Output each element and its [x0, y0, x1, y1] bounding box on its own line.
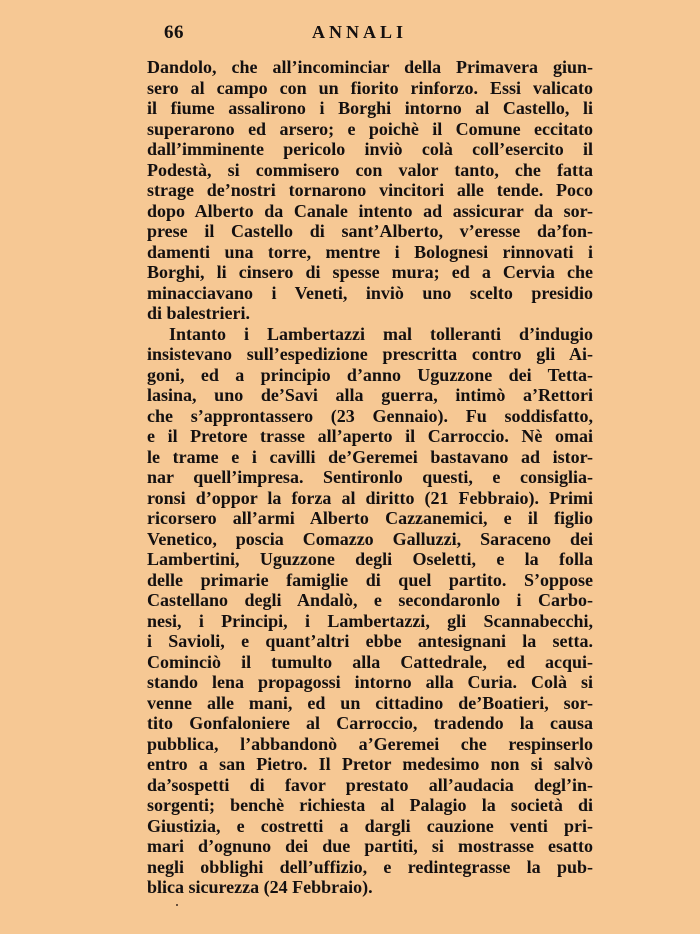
text-line: Lambertini, Uguzzone degli Oseletti, e la folla [147, 549, 593, 569]
text-line: i Savioli, e quant’altri ebbe antesignani la setta. [147, 631, 593, 651]
text-line: blica sicurezza (24 Febbraio). [147, 877, 373, 897]
text-line: entro a san Pietro. Il Pretor medesimo non si salvò [147, 754, 593, 774]
text-line: minacciavano i Veneti, inviò uno scelto presidio [147, 282, 593, 303]
print-speck [176, 904, 178, 906]
text-line: goni, ed a principio d’anno Uguzzone dei Tetta- [147, 364, 593, 385]
text-line: venne alle mani, ed un cittadino de’Boatieri, sor- [147, 692, 593, 713]
text-line: pubblica, l’abbandonò a’Geremei che respinserlo [147, 733, 593, 754]
text-line: di balestrieri. [147, 303, 250, 323]
text-line: sorgenti; benchè richiesta al Palagio la società di [147, 795, 593, 815]
text-line: e il Pretore trasse all’aperto il Carroccio. Nè omai [147, 426, 593, 446]
text-line: Giustizia, e costretti a dargli cauzione venti pri- [147, 815, 593, 836]
text-line: damenti una torre, mentre i Bolognesi rinnovati i [147, 241, 593, 262]
text-line: strage de’nostri tornarono vincitori alle tende. Poco [147, 180, 593, 200]
text-line: superarono ed arsero; e poichè il Comune eccitato [147, 118, 593, 139]
text-line: Podestà, si commisero con valor tanto, che fatta [147, 159, 593, 180]
text-line: insistevano sull’espedizione prescritta contro gli Ai- [147, 344, 593, 364]
running-title: ANNALI [312, 22, 408, 42]
text-line: Borghi, li cinsero di spesse mura; ed a Cervia che [147, 262, 593, 282]
text-line: lasina, uno de’Savi alla guerra, intimò a’Rettori [147, 385, 593, 405]
text-line: nesi, i Principi, i Lambertazzi, gli Scannabecchi, [147, 610, 593, 631]
text-line: prese il Castello di sant’Alberto, v’eresse da’fon- [147, 221, 593, 241]
text-line: mari d’ognuno dei due partiti, si mostrasse esatto [147, 836, 593, 856]
text-line: che s’approntassero (23 Gennaio). Fu soddisfatto, [147, 405, 593, 426]
text-line: stando lena propagossi intorno alla Curia. Colà si [147, 672, 593, 692]
text-line: le trame e i cavilli de’Geremei bastavano ad istor- [147, 446, 593, 467]
text-line: Castellano degli Andalò, e secondaronlo i Carbo- [147, 590, 593, 610]
text-line: negli obblighi dell’uffizio, e redintegrasse la pub- [147, 856, 593, 877]
text-line: ronsi d’oppor la forza al diritto (21 Febbraio). Primi [147, 487, 593, 508]
text-line: tito Gonfaloniere al Carroccio, tradendo la causa [147, 713, 593, 733]
running-head [147, 22, 593, 44]
text-line: delle primarie famiglie di quel partito. S’oppose [147, 569, 593, 590]
text-line: sero al campo con un fiorito rinforzo. Essi valicato [147, 77, 593, 98]
text-line: Venetico, poscia Comazzo Galluzzi, Saraceno dei [147, 528, 593, 549]
body-text [147, 57, 593, 898]
text-line: ricorsero all’armi Alberto Cazzanemici, e il figlio [147, 508, 593, 528]
page-number: 66 [164, 22, 184, 43]
text-line: Intanto i Lambertazzi mal tolleranti d’indugio [169, 323, 593, 344]
text-line: Cominciò il tumulto alla Cattedrale, ed acqui- [147, 651, 593, 672]
text-line: Dandolo, che all’incominciar della Primavera giun- [147, 57, 593, 77]
text-line: dopo Alberto da Canale intento ad assicurar da sor- [147, 200, 593, 221]
text-line: nar quell’impresa. Sentironlo questi, e consiglia- [147, 467, 593, 487]
text-line: dall’imminente pericolo inviò colà coll’esercito il [147, 139, 593, 159]
text-line: da’sospetti di favor prestato all’audacia degl’in- [147, 774, 593, 795]
text-line: il fiume assalirono i Borghi intorno al Castello, li [147, 98, 593, 118]
